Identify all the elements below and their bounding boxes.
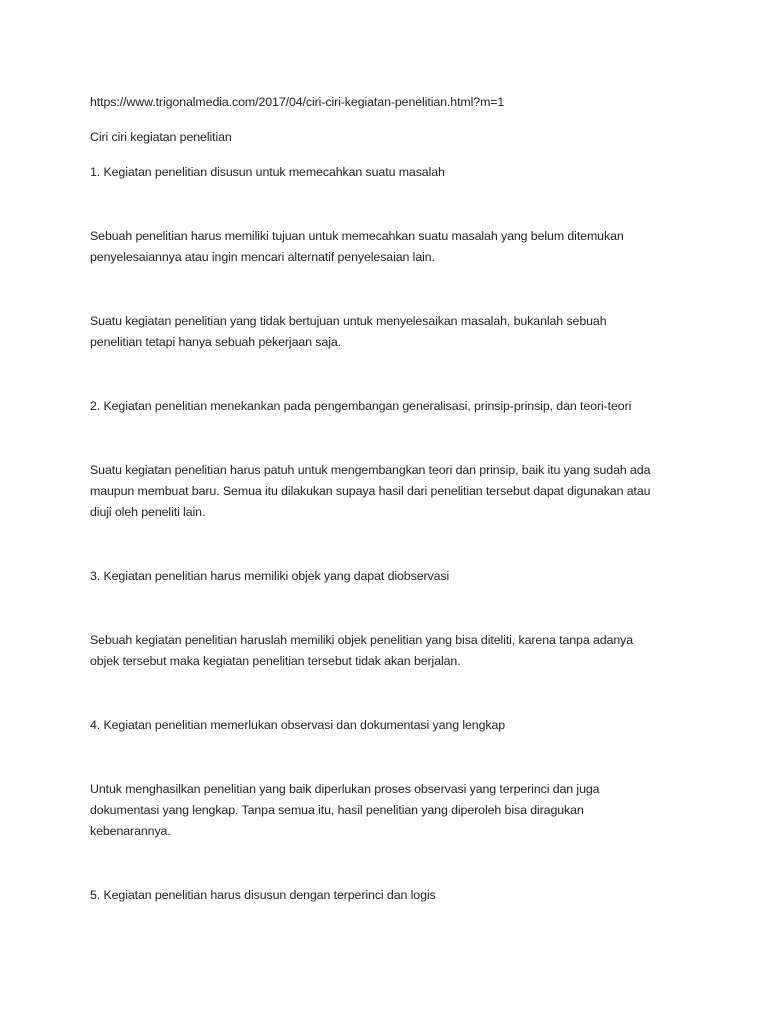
paragraph-2: Suatu kegiatan penelitian harus patuh untuk mengembangkan teori dan prinsip, baik itu yang sudah ada maupun membuat baru. Semua itu dilakukan supaya hasil dari penelitian tersebut dapat digunakan atau diuji oleh peneliti lain. — [90, 463, 651, 519]
paragraph-1b: Suatu kegiatan penelitian yang tidak bertujuan untuk menyelesaikan masalah, bukanlah sebuah penelitian tetapi hanya sebuah pekerjaan saja. — [90, 314, 607, 349]
section-heading-3: 3. Kegiatan penelitian harus memiliki objek yang dapat diobservasi — [90, 569, 450, 583]
paragraph-1a: Sebuah penelitian harus memiliki tujuan untuk memecahkan suatu masalah yang belum ditemukan penyelesaiannya atau ingin mencari alternatif penyelesaian lain. — [90, 229, 624, 264]
paragraph-3: Sebuah kegiatan penelitian haruslah memiliki objek penelitian yang bisa diteliti, karena tanpa adanya objek tersebut maka kegiatan penelitian tersebut tidak akan berjalan. — [90, 633, 634, 668]
section-heading-1: 1. Kegiatan penelitian disusun untuk memecahkan suatu masalah — [90, 165, 445, 179]
document-body — [90, 92, 690, 906]
source-url: https://www.trigonalmedia.com/2017/04/ciri-ciri-kegiatan-penelitian.html?m=1 — [90, 95, 505, 109]
section-heading-2: 2. Kegiatan penelitian menekankan pada pengembangan generalisasi, prinsip-prinsip, dan teori-teori — [90, 399, 632, 413]
document-title: Ciri ciri kegiatan penelitian — [90, 130, 232, 144]
section-heading-5: 5. Kegiatan penelitian harus disusun dengan terperinci dan logis — [90, 888, 436, 902]
section-heading-4: 4. Kegiatan penelitian memerlukan observasi dan dokumentasi yang lengkap — [90, 718, 506, 732]
paragraph-4: Untuk menghasilkan penelitian yang baik diperlukan proses observasi yang terperinci dan juga dokumentasi yang lengkap. Tanpa semua itu, hasil penelitian yang diperoleh bisa diragukan kebenarannya. — [90, 782, 600, 838]
